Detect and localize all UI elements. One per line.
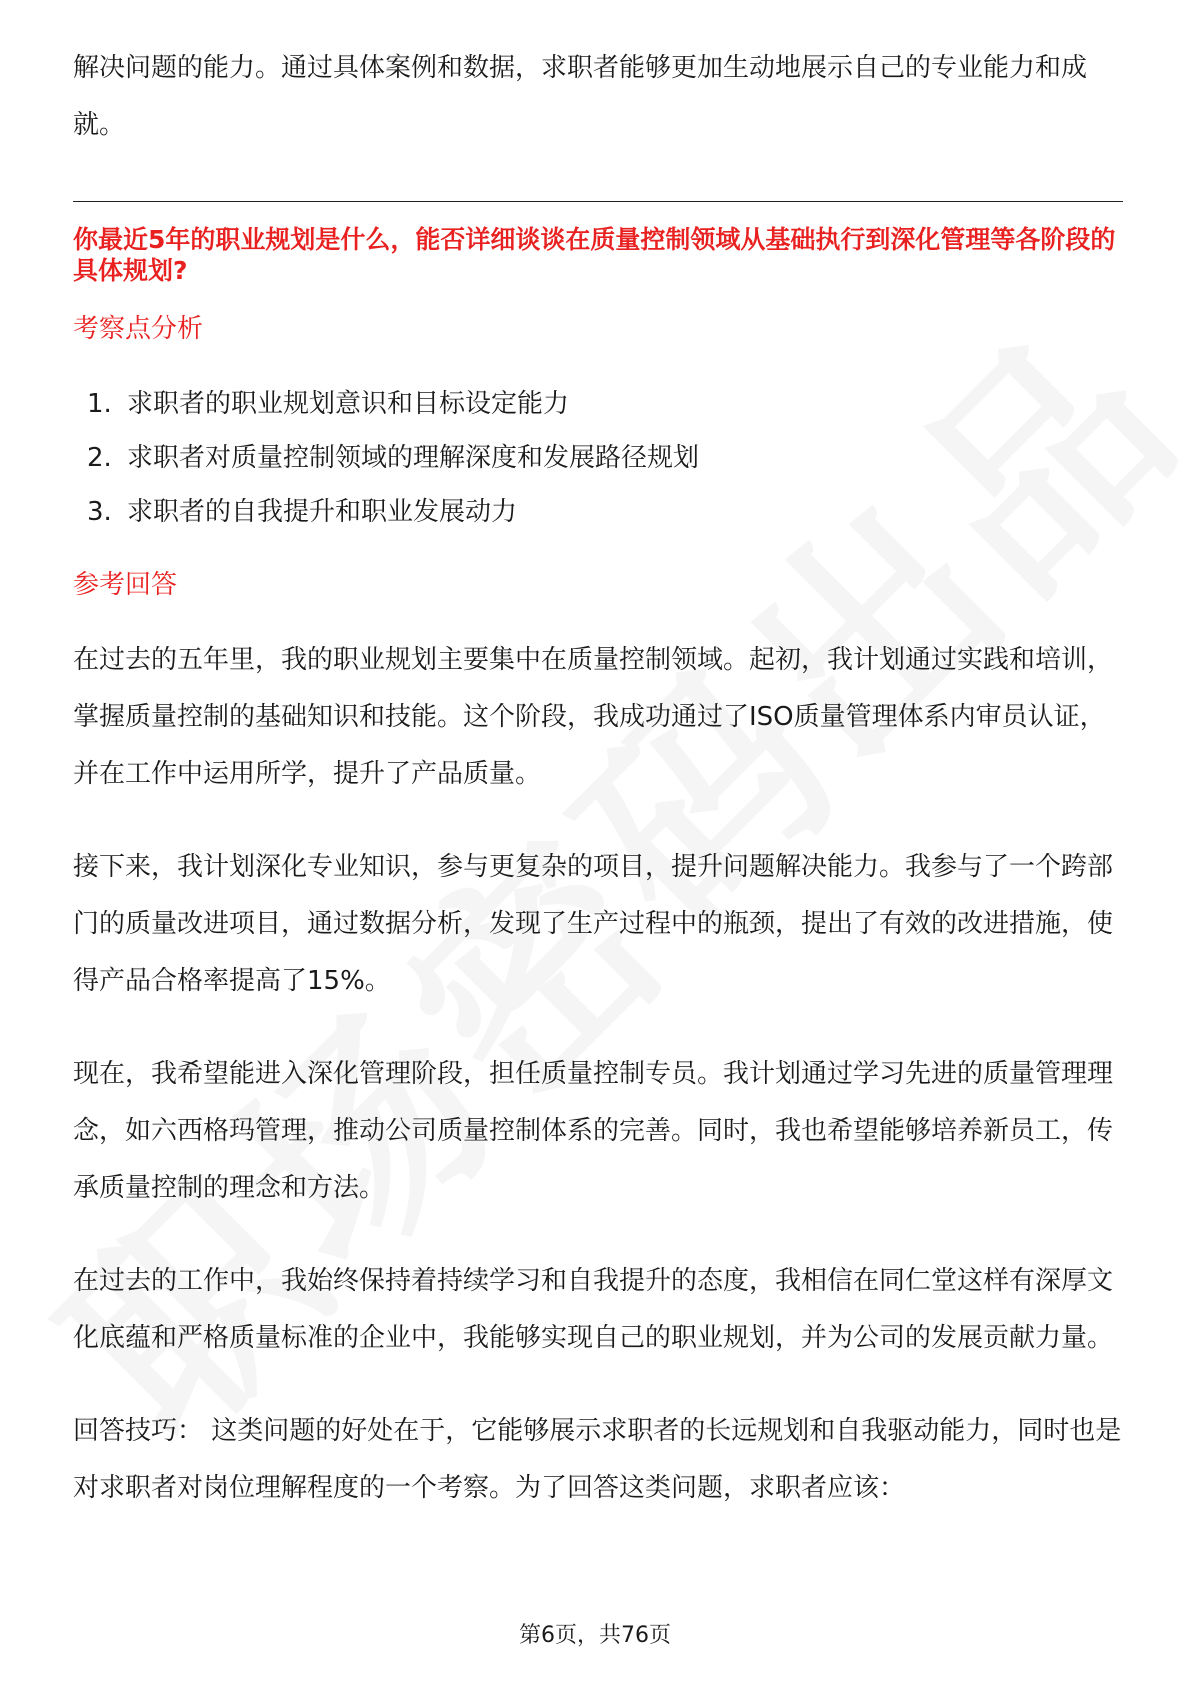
list-number: 3.: [87, 497, 112, 527]
intro-paragraph: 解决问题的能力。通过具体案例和数据，求职者能够更加生动地展示自己的专业能力和成就。: [73, 53, 1088, 140]
list-number: 2.: [87, 443, 112, 473]
answer-paragraph: 现在，我希望能进入深化管理阶段，担任质量控制专员。我计划通过学习先进的质量管理理念，如六西格玛管理，推动公司质量控制体系的完善。同时，我也希望能够培养新员工，传承质量控制的理念和方法。: [73, 1059, 1114, 1203]
list-item: [73, 377, 1123, 431]
list-item: [73, 431, 1123, 485]
section-divider: [73, 201, 1123, 202]
list-item: [73, 485, 1123, 539]
analysis-list: [73, 377, 1123, 539]
list-number: 1.: [87, 389, 112, 419]
question-title: 你最近5年的职业规划是什么，能否详细谈谈在质量控制领域从基础执行到深化管理等各阶段的具体规划?: [73, 225, 1116, 285]
list-text: 求职者的职业规划意识和目标设定能力: [127, 389, 570, 419]
answer-paragraph: 在过去的工作中，我始终保持着持续学习和自我提升的态度，我相信在同仁堂这样有深厚文化底蕴和严格质量标准的企业中，我能够实现自己的职业规划，并为公司的发展贡献力量。: [73, 1266, 1114, 1353]
answer-tips-paragraph: 回答技巧： 这类问题的好处在于，它能够展示求职者的长远规划和自我驱动能力，同时也是对求职者对岗位理解程度的一个考察。为了回答这类问题，求职者应该：: [73, 1416, 1122, 1503]
page-content: [73, 40, 1123, 1517]
page-number-footer: 第6页，共76页: [519, 1623, 671, 1648]
answer-paragraph: 在过去的五年里，我的职业规划主要集中在质量控制领域。起初，我计划通过实践和培训，掌握质量控制的基础知识和技能。这个阶段，我成功通过了ISO质量管理体系内审员认证，并在工作中运用所学，提升了产品质量。: [73, 645, 1114, 789]
answer-paragraph: 接下来，我计划深化专业知识，参与更复杂的项目，提升问题解决能力。我参与了一个跨部门的质量改进项目，通过数据分析，发现了生产过程中的瓶颈，提出了有效的改进措施，使得产品合格率提高了15%。: [73, 852, 1114, 996]
list-text: 求职者的自我提升和职业发展动力: [127, 497, 518, 527]
answer-heading: 参考回答: [73, 570, 178, 600]
list-text: 求职者对质量控制领域的理解深度和发展路径规划: [127, 443, 700, 473]
analysis-heading: 考察点分析: [73, 314, 204, 344]
